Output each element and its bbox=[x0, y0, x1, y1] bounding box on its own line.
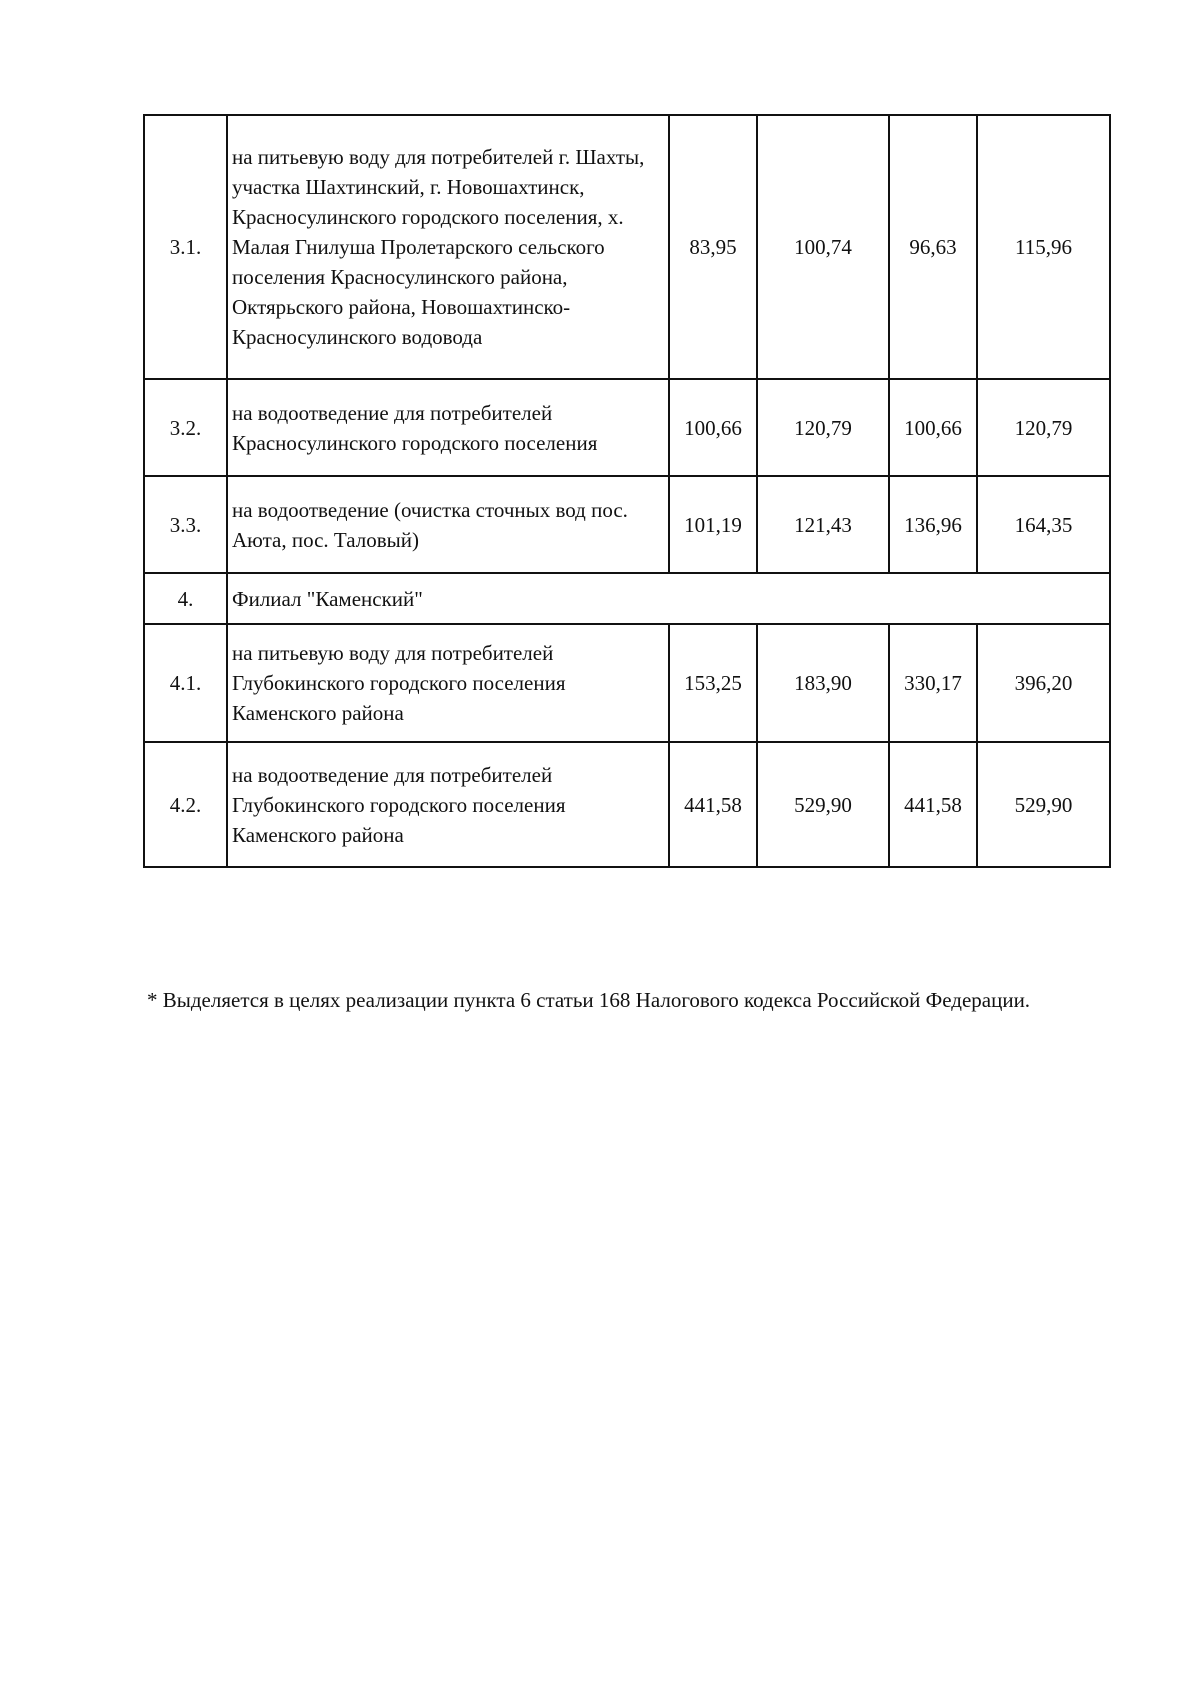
table-row bbox=[144, 476, 1110, 573]
row-description: на водоотведение для потребителей Глубокинского городского поселения Каменского района bbox=[227, 742, 669, 867]
table-row bbox=[144, 379, 1110, 476]
value-cell: 100,74 bbox=[757, 115, 889, 379]
row-number: 4.1. bbox=[144, 624, 227, 742]
table-row bbox=[144, 115, 1110, 379]
value-cell: 96,63 bbox=[889, 115, 977, 379]
value-cell: 83,95 bbox=[669, 115, 757, 379]
value-cell: 120,79 bbox=[757, 379, 889, 476]
section-number: 4. bbox=[144, 573, 227, 624]
value-cell: 100,66 bbox=[889, 379, 977, 476]
value-cell: 441,58 bbox=[889, 742, 977, 867]
row-number: 4.2. bbox=[144, 742, 227, 867]
row-number: 3.2. bbox=[144, 379, 227, 476]
row-description: на питьевую воду для потребителей г. Шахты, участка Шахтинский, г. Новошахтинск, Красносулинского городского поселения, х. Малая Гнилуша Пролетарского сельского поселения Красносулинского района, Октярьского района, Новошахтинско-Красносулинского водовода bbox=[227, 115, 669, 379]
value-cell: 441,58 bbox=[669, 742, 757, 867]
row-description: на питьевую воду для потребителей Глубокинского городского поселения Каменского района bbox=[227, 624, 669, 742]
value-cell: 330,17 bbox=[889, 624, 977, 742]
value-cell: 136,96 bbox=[889, 476, 977, 573]
value-cell: 121,43 bbox=[757, 476, 889, 573]
footnote: * Выделяется в целях реализации пункта 6 статьи 168 Налогового кодекса Российской Федерации. bbox=[147, 988, 1031, 1012]
value-cell: 100,66 bbox=[669, 379, 757, 476]
value-cell: 164,35 bbox=[977, 476, 1110, 573]
value-cell: 529,90 bbox=[757, 742, 889, 867]
table-row bbox=[144, 742, 1110, 867]
value-cell: 120,79 bbox=[977, 379, 1110, 476]
value-cell: 529,90 bbox=[977, 742, 1110, 867]
row-number: 3.1. bbox=[144, 115, 227, 379]
value-cell: 153,25 bbox=[669, 624, 757, 742]
table-row bbox=[144, 624, 1110, 742]
value-cell: 396,20 bbox=[977, 624, 1110, 742]
row-number: 3.3. bbox=[144, 476, 227, 573]
value-cell: 115,96 bbox=[977, 115, 1110, 379]
value-cell: 101,19 bbox=[669, 476, 757, 573]
section-title: Филиал "Каменский" bbox=[227, 573, 1110, 624]
row-description: на водоотведение для потребителей Красносулинского городского поселения bbox=[227, 379, 669, 476]
section-row bbox=[144, 573, 1110, 624]
row-description: на водоотведение (очистка сточных вод пос. Аюта, пос. Таловый) bbox=[227, 476, 669, 573]
value-cell: 183,90 bbox=[757, 624, 889, 742]
tariff-table bbox=[143, 114, 1111, 868]
